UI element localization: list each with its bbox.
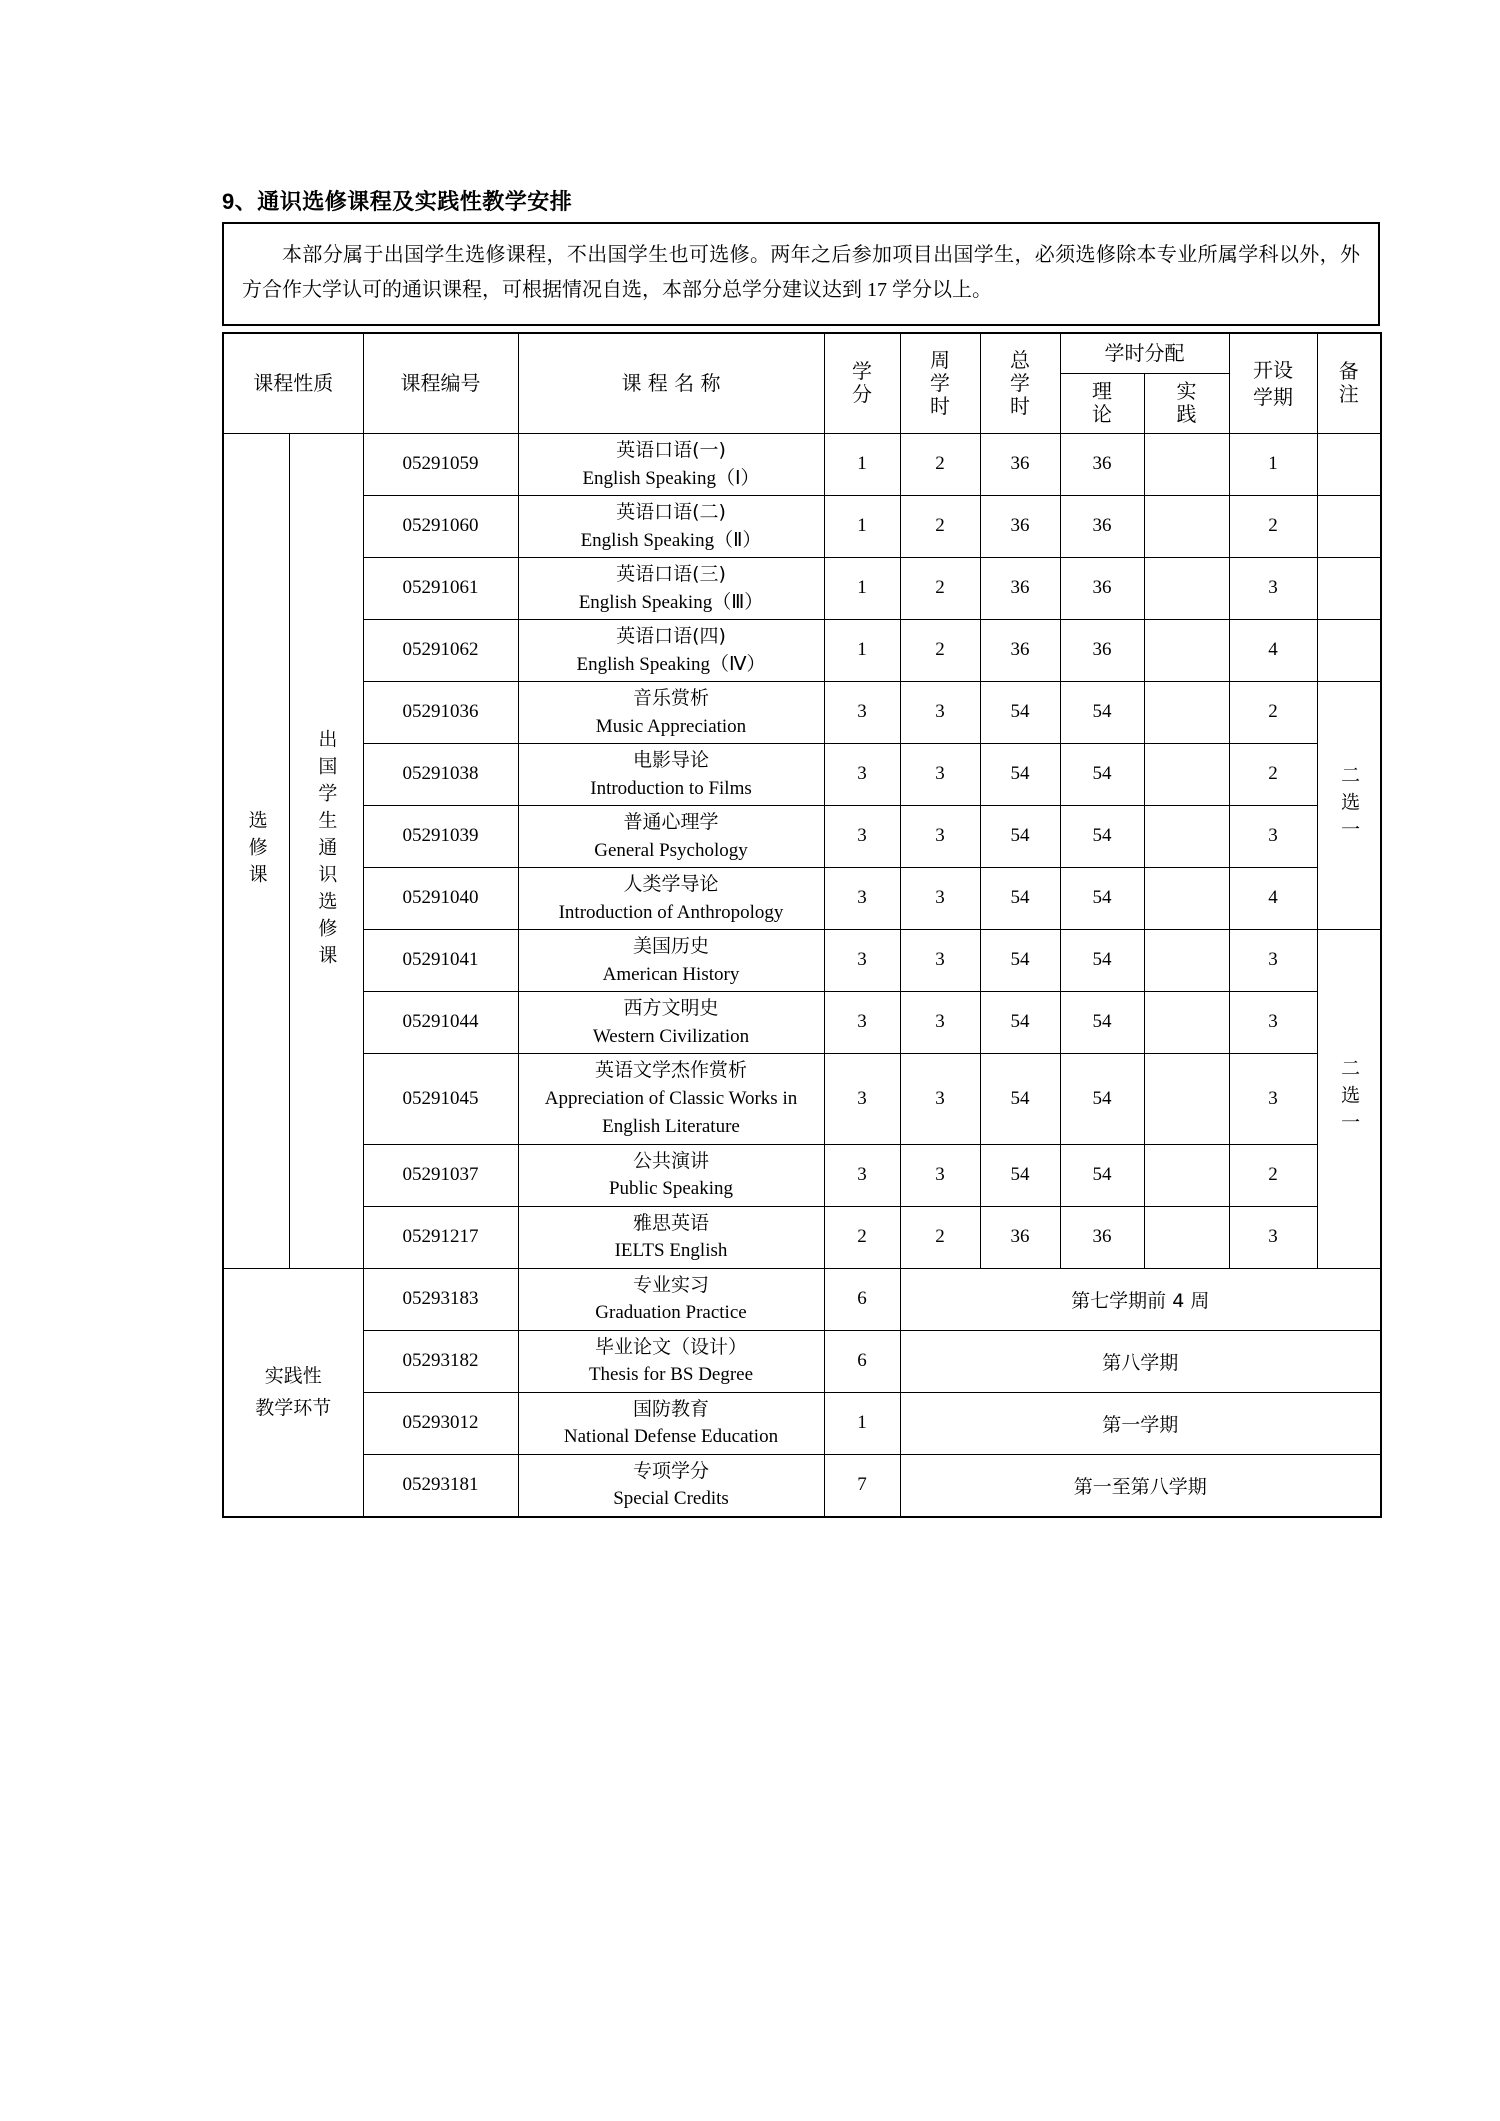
course-code: 05291039: [363, 806, 518, 868]
course-name: 英语口语(二) English Speaking（Ⅱ）: [518, 496, 824, 558]
course-remark-text: 二选一: [1338, 1058, 1361, 1140]
course-code: 05293183: [363, 1268, 518, 1330]
group-label-elective: [223, 434, 289, 1269]
header-weekly-hours: 周学时: [900, 333, 980, 434]
course-credits: 3: [824, 682, 900, 744]
course-remark: [1317, 496, 1381, 558]
table-row: [223, 806, 1381, 868]
course-weekly-hours: 3: [900, 930, 980, 992]
course-code: 05291045: [363, 1054, 518, 1145]
header-row-1: [223, 333, 1381, 374]
table-row: [223, 1392, 1381, 1454]
course-term: 2: [1229, 496, 1317, 558]
course-code: 05293181: [363, 1454, 518, 1517]
course-name: 电影导论 Introduction to Films: [518, 744, 824, 806]
course-theory-hours: 54: [1060, 992, 1144, 1054]
course-total-hours: 36: [980, 1206, 1060, 1268]
course-practice-hours: [1144, 434, 1229, 496]
course-credits: 2: [824, 1206, 900, 1268]
course-practice-hours: [1144, 744, 1229, 806]
course-name: 毕业论文（设计） Thesis for BS Degree: [518, 1330, 824, 1392]
course-theory-hours: 54: [1060, 1054, 1144, 1145]
course-credits: 1: [824, 1392, 900, 1454]
course-credits: 3: [824, 992, 900, 1054]
curriculum-table: [222, 332, 1382, 1518]
course-practice-hours: [1144, 682, 1229, 744]
course-weekly-hours: 2: [900, 558, 980, 620]
group-label-elective-text: 选修课: [245, 810, 268, 892]
course-code: 05293182: [363, 1330, 518, 1392]
course-term: 3: [1229, 930, 1317, 992]
header-credits: 学分: [824, 333, 900, 434]
course-name: 英语口语(一) English Speaking（Ⅰ）: [518, 434, 824, 496]
table-header: [223, 333, 1381, 434]
course-name: 人类学导论 Introduction of Anthropology: [518, 868, 824, 930]
course-code: 05291062: [363, 620, 518, 682]
course-name: 美国历史 American History: [518, 930, 824, 992]
course-total-hours: 36: [980, 434, 1060, 496]
course-credits: 1: [824, 496, 900, 558]
course-term: 1: [1229, 434, 1317, 496]
course-weekly-hours: 3: [900, 992, 980, 1054]
note-box: [222, 222, 1380, 326]
course-name: 英语口语(三) English Speaking（Ⅲ）: [518, 558, 824, 620]
course-name: 雅思英语 IELTS English: [518, 1206, 824, 1268]
course-credits: 3: [824, 806, 900, 868]
course-credits: 1: [824, 620, 900, 682]
course-credits: 6: [824, 1330, 900, 1392]
course-practice-hours: [1144, 992, 1229, 1054]
course-code: 05291038: [363, 744, 518, 806]
header-remark: 备注: [1317, 333, 1381, 434]
course-remark: [1317, 434, 1381, 496]
course-practice-hours: [1144, 1144, 1229, 1206]
table-row: [223, 434, 1381, 496]
course-credits: 3: [824, 1054, 900, 1145]
section-heading: 9、通识选修课程及实践性教学安排: [222, 189, 573, 214]
course-total-hours: 54: [980, 1054, 1060, 1145]
course-credits: 1: [824, 558, 900, 620]
course-theory-hours: 54: [1060, 682, 1144, 744]
course-theory-hours: 54: [1060, 1144, 1144, 1206]
course-name: 普通心理学 General Psychology: [518, 806, 824, 868]
course-weekly-hours: 2: [900, 434, 980, 496]
course-remark-text: 二选一: [1338, 765, 1361, 846]
course-total-hours: 54: [980, 1144, 1060, 1206]
course-credits: 3: [824, 744, 900, 806]
course-practice-hours: [1144, 620, 1229, 682]
group-label-practical: [223, 1268, 363, 1517]
course-total-hours: 54: [980, 868, 1060, 930]
header-theory: 理论: [1060, 374, 1144, 434]
course-name: 国防教育 National Defense Education: [518, 1392, 824, 1454]
course-term: 3: [1229, 1206, 1317, 1268]
course-schedule: 第一学期: [900, 1392, 1381, 1454]
course-name: 音乐赏析 Music Appreciation: [518, 682, 824, 744]
course-name: 英语口语(四) English Speaking（Ⅳ）: [518, 620, 824, 682]
table-row: [223, 620, 1381, 682]
course-credits: 3: [824, 930, 900, 992]
course-credits: 1: [824, 434, 900, 496]
table-row: [223, 682, 1381, 744]
course-theory-hours: 54: [1060, 930, 1144, 992]
course-code: 05291217: [363, 1206, 518, 1268]
course-code: 05291061: [363, 558, 518, 620]
course-code: 05291036: [363, 682, 518, 744]
course-term: 3: [1229, 806, 1317, 868]
course-remark: [1317, 558, 1381, 620]
course-practice-hours: [1144, 1206, 1229, 1268]
course-weekly-hours: 3: [900, 868, 980, 930]
course-weekly-hours: 3: [900, 744, 980, 806]
course-weekly-hours: 3: [900, 806, 980, 868]
course-term: 2: [1229, 744, 1317, 806]
content-block: [222, 222, 1380, 1518]
group-label-practical-text: 实践性 教学环节: [255, 1364, 332, 1419]
course-remark: [1317, 682, 1381, 930]
table-row: [223, 496, 1381, 558]
course-weekly-hours: 2: [900, 496, 980, 558]
course-name: 专项学分 Special Credits: [518, 1454, 824, 1517]
course-term: 4: [1229, 620, 1317, 682]
group-label-abroad: [289, 434, 363, 1269]
course-practice-hours: [1144, 806, 1229, 868]
course-total-hours: 36: [980, 496, 1060, 558]
table-row: [223, 1206, 1381, 1268]
table-row: [223, 744, 1381, 806]
course-practice-hours: [1144, 1054, 1229, 1145]
table-row: [223, 930, 1381, 992]
course-weekly-hours: 3: [900, 1054, 980, 1145]
course-term: 3: [1229, 992, 1317, 1054]
course-name: 英语文学杰作赏析 Appreciation of Classic Works in English Literature: [518, 1054, 824, 1145]
course-weekly-hours: 2: [900, 620, 980, 682]
course-theory-hours: 36: [1060, 1206, 1144, 1268]
course-code: 05291040: [363, 868, 518, 930]
course-total-hours: 54: [980, 744, 1060, 806]
table-row: [223, 1054, 1381, 1145]
course-schedule: 第七学期前 4 周: [900, 1268, 1381, 1330]
course-total-hours: 54: [980, 806, 1060, 868]
header-practice: 实践: [1144, 374, 1229, 434]
course-practice-hours: [1144, 930, 1229, 992]
note-text: 本部分属于出国学生选修课程，不出国学生也可选修。两年之后参加项目出国学生，必须选修除本专业所属学科以外，外方合作大学认可的通识课程，可根据情况自选，本部分总学分建议达到 17 学分以上。: [242, 244, 1360, 301]
course-credits: 3: [824, 868, 900, 930]
course-weekly-hours: 2: [900, 1206, 980, 1268]
course-schedule: 第八学期: [900, 1330, 1381, 1392]
course-total-hours: 36: [980, 620, 1060, 682]
course-term: 4: [1229, 868, 1317, 930]
group-label-abroad-text: 出国学生通识选修课: [315, 729, 338, 973]
course-theory-hours: 54: [1060, 806, 1144, 868]
table-row: [223, 868, 1381, 930]
course-term: 3: [1229, 558, 1317, 620]
course-code: 05291060: [363, 496, 518, 558]
course-credits: 7: [824, 1454, 900, 1517]
course-practice-hours: [1144, 496, 1229, 558]
course-code: 05291059: [363, 434, 518, 496]
course-total-hours: 54: [980, 992, 1060, 1054]
course-code: 05291037: [363, 1144, 518, 1206]
course-name: 西方文明史 Western Civilization: [518, 992, 824, 1054]
header-term: 开设学期: [1229, 333, 1317, 434]
course-practice-hours: [1144, 558, 1229, 620]
header-total-hours: 总学时: [980, 333, 1060, 434]
table-row: [223, 992, 1381, 1054]
table-row: [223, 1330, 1381, 1392]
course-theory-hours: 36: [1060, 558, 1144, 620]
course-weekly-hours: 3: [900, 1144, 980, 1206]
course-practice-hours: [1144, 868, 1229, 930]
table-row: [223, 1454, 1381, 1517]
course-weekly-hours: 3: [900, 682, 980, 744]
course-theory-hours: 36: [1060, 620, 1144, 682]
course-term: 3: [1229, 1054, 1317, 1145]
course-name: 公共演讲 Public Speaking: [518, 1144, 824, 1206]
table-body: [223, 434, 1381, 1517]
course-total-hours: 54: [980, 930, 1060, 992]
course-theory-hours: 54: [1060, 868, 1144, 930]
course-name: 专业实习 Graduation Practice: [518, 1268, 824, 1330]
course-remark: [1317, 620, 1381, 682]
course-term: 2: [1229, 1144, 1317, 1206]
course-code: 05293012: [363, 1392, 518, 1454]
header-nature: 课程性质: [223, 333, 363, 434]
course-term: 2: [1229, 682, 1317, 744]
course-remark: [1317, 930, 1381, 1269]
course-theory-hours: 54: [1060, 744, 1144, 806]
course-credits: 6: [824, 1268, 900, 1330]
header-name: 课 程 名 称: [518, 333, 824, 434]
course-total-hours: 36: [980, 558, 1060, 620]
course-code: 05291041: [363, 930, 518, 992]
table-row: [223, 1144, 1381, 1206]
course-theory-hours: 36: [1060, 434, 1144, 496]
course-code: 05291044: [363, 992, 518, 1054]
course-theory-hours: 36: [1060, 496, 1144, 558]
header-code: 课程编号: [363, 333, 518, 434]
table-row: [223, 558, 1381, 620]
course-total-hours: 54: [980, 682, 1060, 744]
table-row: [223, 1268, 1381, 1330]
header-hours-distribution: 学时分配: [1060, 333, 1229, 374]
course-credits: 3: [824, 1144, 900, 1206]
course-schedule: 第一至第八学期: [900, 1454, 1381, 1517]
